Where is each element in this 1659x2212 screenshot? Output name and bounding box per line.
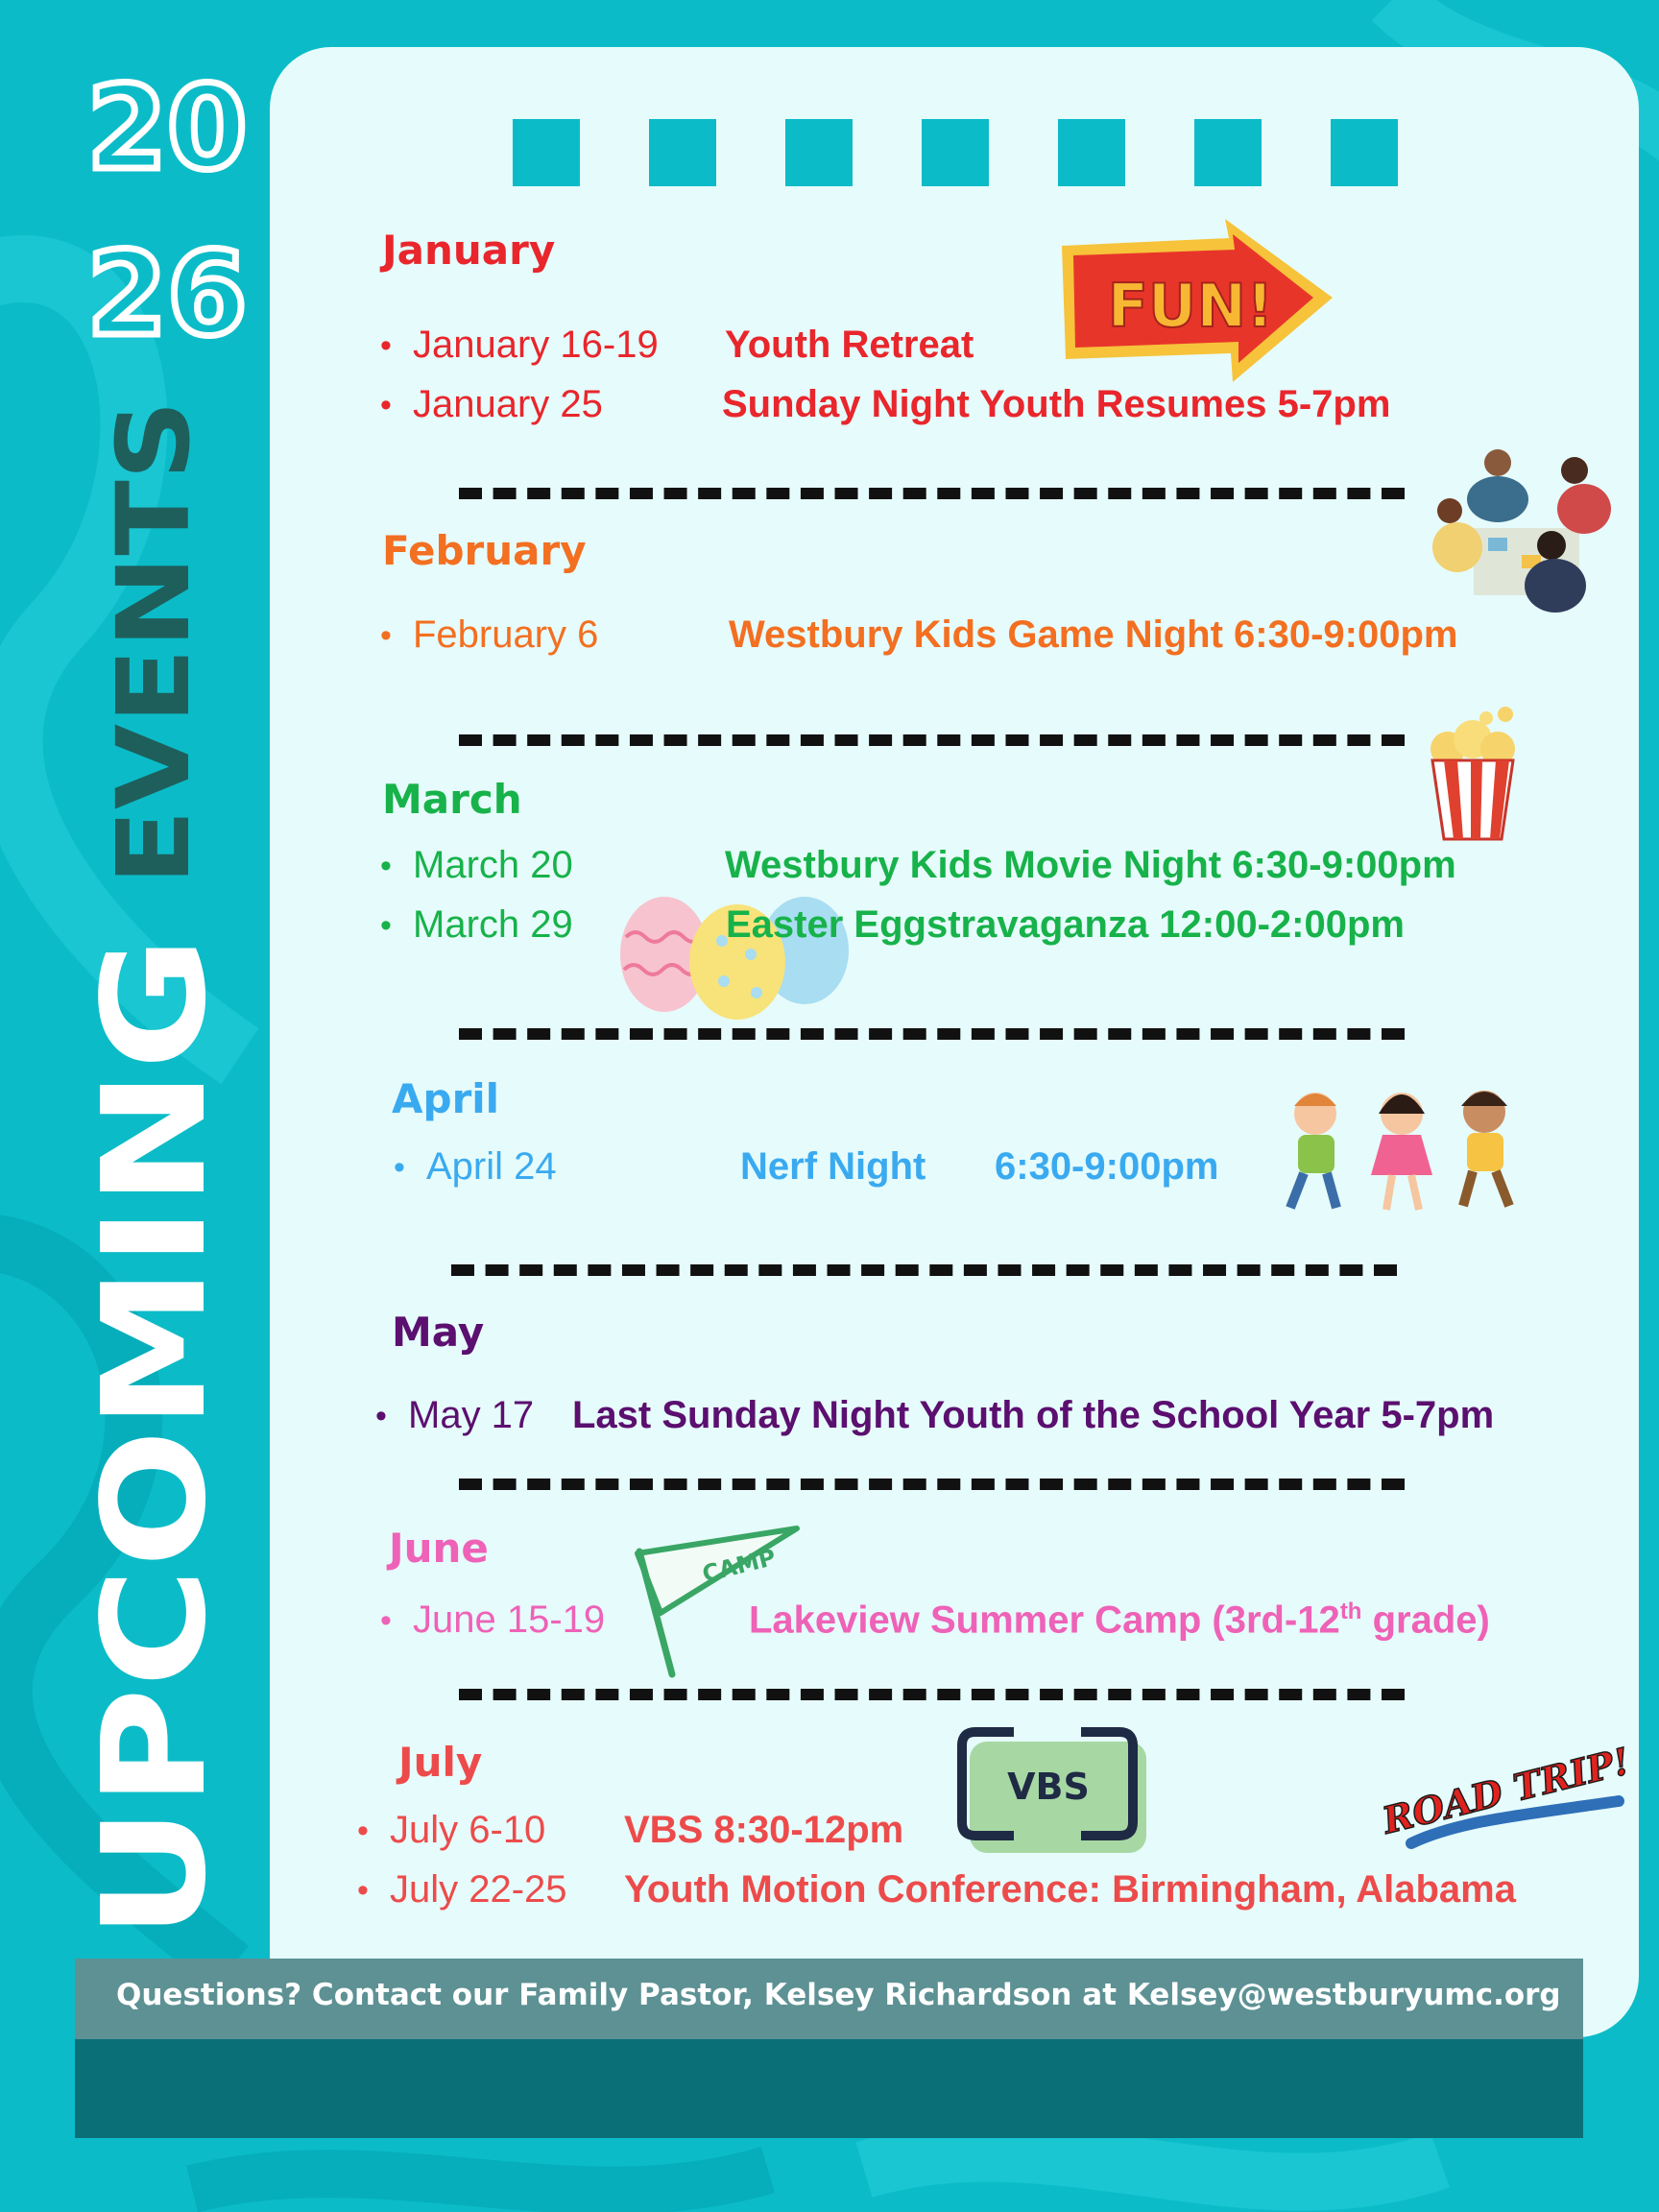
month-february: February <box>382 527 587 574</box>
event-date: • April 24 <box>426 1147 557 1186</box>
footer-bar <box>75 1959 1583 2039</box>
vbs-sticker <box>956 1726 1152 1857</box>
vbs-text: VBS <box>1007 1766 1090 1808</box>
calendar-ring <box>1331 119 1398 186</box>
fun-text: FUN! <box>1107 271 1274 341</box>
event-date: • January 25 <box>413 385 603 423</box>
event-date: • March 29 <box>413 905 573 944</box>
camp-text: CAMP <box>699 1543 779 1588</box>
event-date: • January 16-19 <box>413 325 659 364</box>
calendar-ring <box>1194 119 1262 186</box>
calendar-ring <box>922 119 989 186</box>
event-title: Westbury Kids Movie Night 6:30-9:00pm <box>725 844 1456 886</box>
divider <box>459 734 1405 746</box>
event-title: Youth Retreat <box>725 324 974 366</box>
event-date: • February 6 <box>413 615 598 654</box>
event-title: Lakeview Summer Camp (3rd-12th grade) <box>749 1599 1490 1642</box>
divider <box>459 1028 1405 1040</box>
event-title: Easter Eggstravaganza 12:00-2:00pm <box>726 903 1405 946</box>
event-date: • March 20 <box>413 846 573 884</box>
event-date: • May 17 <box>408 1396 534 1434</box>
event-title: Sunday Night Youth Resumes 5-7pm <box>722 383 1391 425</box>
month-june: June <box>389 1525 489 1572</box>
month-april: April <box>392 1075 500 1122</box>
event-title: Last Sunday Night Youth of the School Year 5-7pm <box>572 1394 1495 1436</box>
road-trip-text: ROAD TRIP! <box>1378 1739 1634 1842</box>
divider <box>459 1479 1405 1490</box>
contact-text: Questions? Contact our Family Pastor, Kelsey Richardson at Kelsey@westburyumc.org <box>116 1978 1561 2012</box>
event-date: • June 15-19 <box>413 1600 605 1639</box>
year-top: 20 <box>86 62 248 196</box>
game-night-illustration <box>1431 442 1623 614</box>
divider <box>459 1689 1405 1700</box>
upcoming-word: UPCOMING <box>72 1065 237 1939</box>
event-title: VBS 8:30-12pm <box>624 1809 904 1851</box>
events-word: EVENTS <box>95 447 212 885</box>
fun-arrow-sticker <box>1056 219 1336 384</box>
calendar-ring <box>649 119 716 186</box>
event-title: Westbury Kids Game Night 6:30-9:00pm <box>729 613 1458 656</box>
year-bottom: 26 <box>86 228 248 362</box>
running-kids-illustration <box>1277 1085 1530 1219</box>
event-date: • July 6-10 <box>390 1811 545 1849</box>
popcorn-icon <box>1419 701 1527 845</box>
month-july: July <box>398 1739 483 1786</box>
event-date: • July 22-25 <box>390 1870 567 1909</box>
event-title: Nerf Night <box>740 1145 926 1188</box>
divider <box>451 1264 1397 1276</box>
event-time: 6:30-9:00pm <box>995 1145 1219 1188</box>
calendar-ring <box>785 119 853 186</box>
footer-panel <box>75 1959 1583 2138</box>
month-january: January <box>382 227 556 274</box>
calendar-ring <box>1058 119 1125 186</box>
month-may: May <box>392 1309 485 1356</box>
calendar-ring <box>513 119 580 186</box>
divider <box>459 488 1405 499</box>
event-title: Youth Motion Conference: Birmingham, Alabama <box>624 1868 1516 1911</box>
month-march: March <box>382 776 522 823</box>
road-trip-sticker <box>1378 1728 1634 1866</box>
